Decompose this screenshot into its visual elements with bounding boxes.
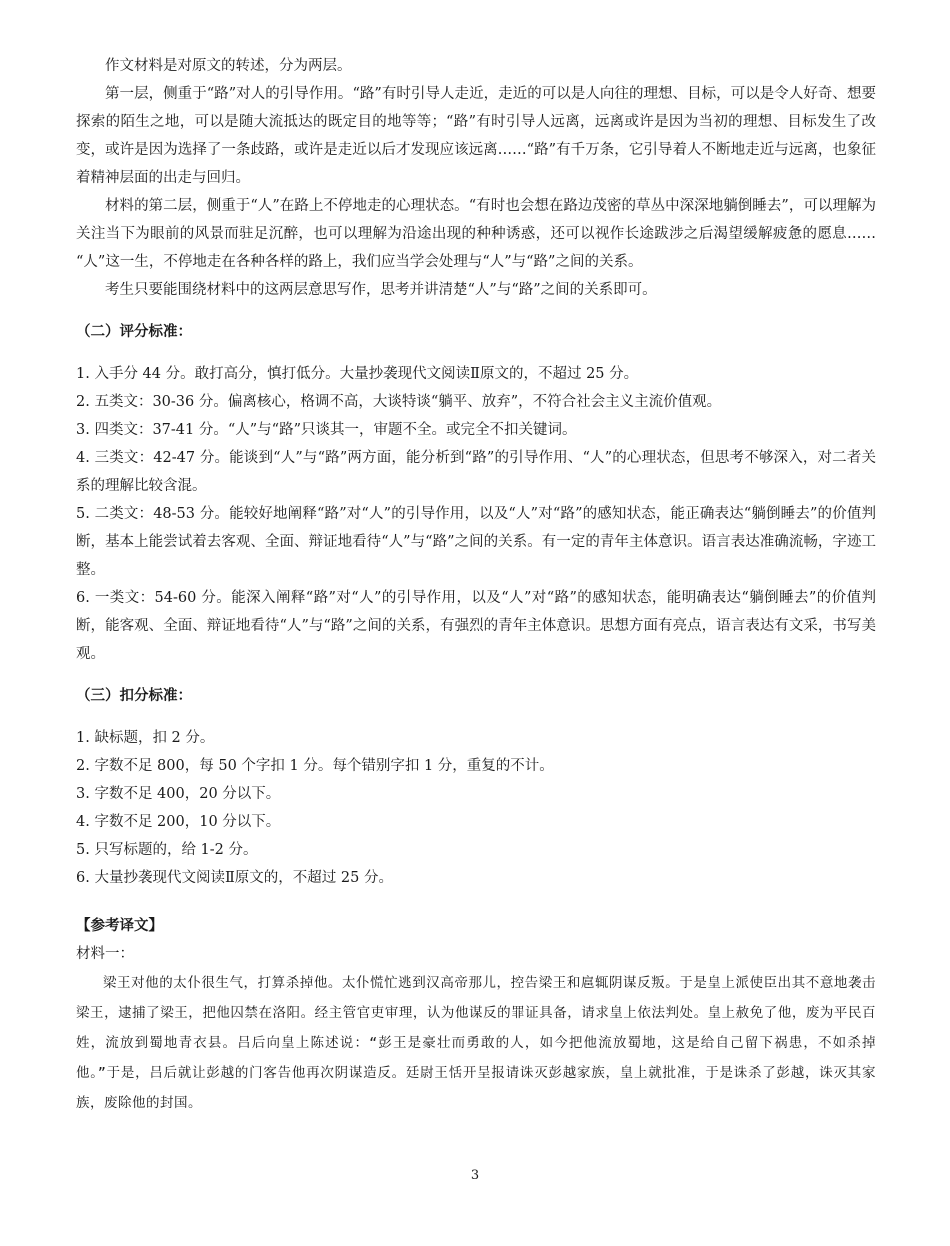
deduction-item: 2. 字数不足 800，每 50 个字扣 1 分。每个错别字扣 1 分，重复的不计。 (76, 758, 554, 774)
page-number: 3 (470, 1168, 480, 1183)
intro-paragraph-3: 材料的第二层，侧重于“人”在路上不停地走的心理状态。“有时也会想在路边茂密的草丛中深深地躺倒睡去”，可以理解为关注当下为眼前的风景而驻足沉醉，也可以理解为沿途出现的种种诱惑，还可以视作长途跋涉之后渴望缓解疲惫的愿息…… “人”这一生，不停地走在各种各样的路上，我们应当学会处理与“人”与“路”之间的关系。 (76, 198, 876, 270)
reference-translation (76, 968, 876, 1118)
deduction-list (76, 724, 876, 892)
scoring-item: 1. 入手分 44 分。敢打高分，慎打低分。大量抄袭现代文阅读Ⅱ原文的，不超过 25 分。 (76, 366, 639, 382)
reference-material-label: 材料一： (76, 946, 134, 962)
document-page (76, 52, 876, 1118)
deduction-item: 3. 字数不足 400，20 分以下。 (76, 786, 281, 802)
scoring-item: 6. 一类文：54-60 分。能深入阐释“路”对“人”的引导作用，以及“人”对“路”的感知状态，能明确表达“躺倒睡去”的价值判断，能客观、全面、辩证地看待“人”与“路”之间的关系，有强烈的青年主体意识。思想方面有亮点，语言表达有文采，书写美观。 (76, 590, 876, 662)
scoring-list (76, 360, 876, 668)
reference-title: 【参考译文】 (76, 917, 163, 934)
deduction-heading: （三）扣分标准： (76, 687, 192, 704)
deduction-item: 5. 只写标题的，给 1-2 分。 (76, 842, 258, 858)
deduction-item: 4. 字数不足 200，10 分以下。 (76, 814, 281, 830)
deduction-item: 1. 缺标题，扣 2 分。 (76, 730, 215, 746)
intro-paragraph-4: 考生只要能围绕材料中的这两层意思写作，思考并讲清楚“人”与“路”之间的关系即可。 (105, 282, 657, 298)
scoring-heading: （二）评分标准： (76, 323, 192, 340)
deduction-item: 6. 大量抄袭现代文阅读Ⅱ原文的，不超过 25 分。 (76, 870, 393, 886)
scoring-item: 5. 二类文：48-53 分。能较好地阐释“路”对“人”的引导作用，以及“人”对“路”的感知状态，能正确表达“躺倒睡去”的价值判断，基本上能尝试着去客观、全面、辩证地看待“人”与“路”之间的关系。有一定的青年主体意识。语言表达准确流畅，字迹工整。 (76, 506, 876, 578)
scoring-item: 3. 四类文：37-41 分。“人”与“路”只谈其一，审题不全。或完全不扣关键词。 (76, 422, 577, 438)
intro-paragraph-2: 第一层，侧重于“路”对人的引导作用。“路”有时引导人走近，走近的可以是人向往的理想、目标，可以是令人好奇、想要探索的陌生之地，可以是随大流抵达的既定目的地等等；“路”有时引导人远离，远离或许是因为当初的理想、目标发生了改变，或许是因为选择了一条歧路，或许是走近以后才发现应该远离……“路”有千万条，它引导着人不断地走近与远离，也象征着精神层面的出走与回归。 (76, 86, 876, 186)
scoring-item: 2. 五类文：30-36 分。偏离核心，格调不高，大谈特谈“躺平、放弃”，不符合社会主义主流价值观。 (76, 394, 722, 410)
translation-paragraph: 梁王对他的太仆很生气，打算杀掉他。太仆慌忙逃到汉高帝那儿，控告梁王和扈辄阴谋反叛。于是皇上派使臣出其不意地袭击梁王，逮捕了梁王，把他囚禁在洛阳。经主管官吏审理，认为他谋反的罪证具备，请求皇上依法判处。皇上赦免了他，废为平民百姓，流放到蜀地青衣县。吕后向皇上陈述说：“彭王是豪壮而勇敢的人，如今把他流放蜀地，这是给自己留下祸患，不如杀掉他。”于是，吕后就让彭越的门客告他再次阴谋造反。廷尉王恬开呈报请诛灭彭越家族，皇上就批准，于是诛杀了彭越，诛灭其家族，废除他的封国。 (76, 975, 876, 1111)
intro-paragraph-1: 作文材料是对原文的转述，分为两层。 (105, 58, 352, 74)
scoring-item: 4. 三类文：42-47 分。能谈到“人”与“路”两方面，能分析到“路”的引导作用、“人”的心理状态，但思考不够深入，对二者关系的理解比较含混。 (76, 450, 876, 494)
